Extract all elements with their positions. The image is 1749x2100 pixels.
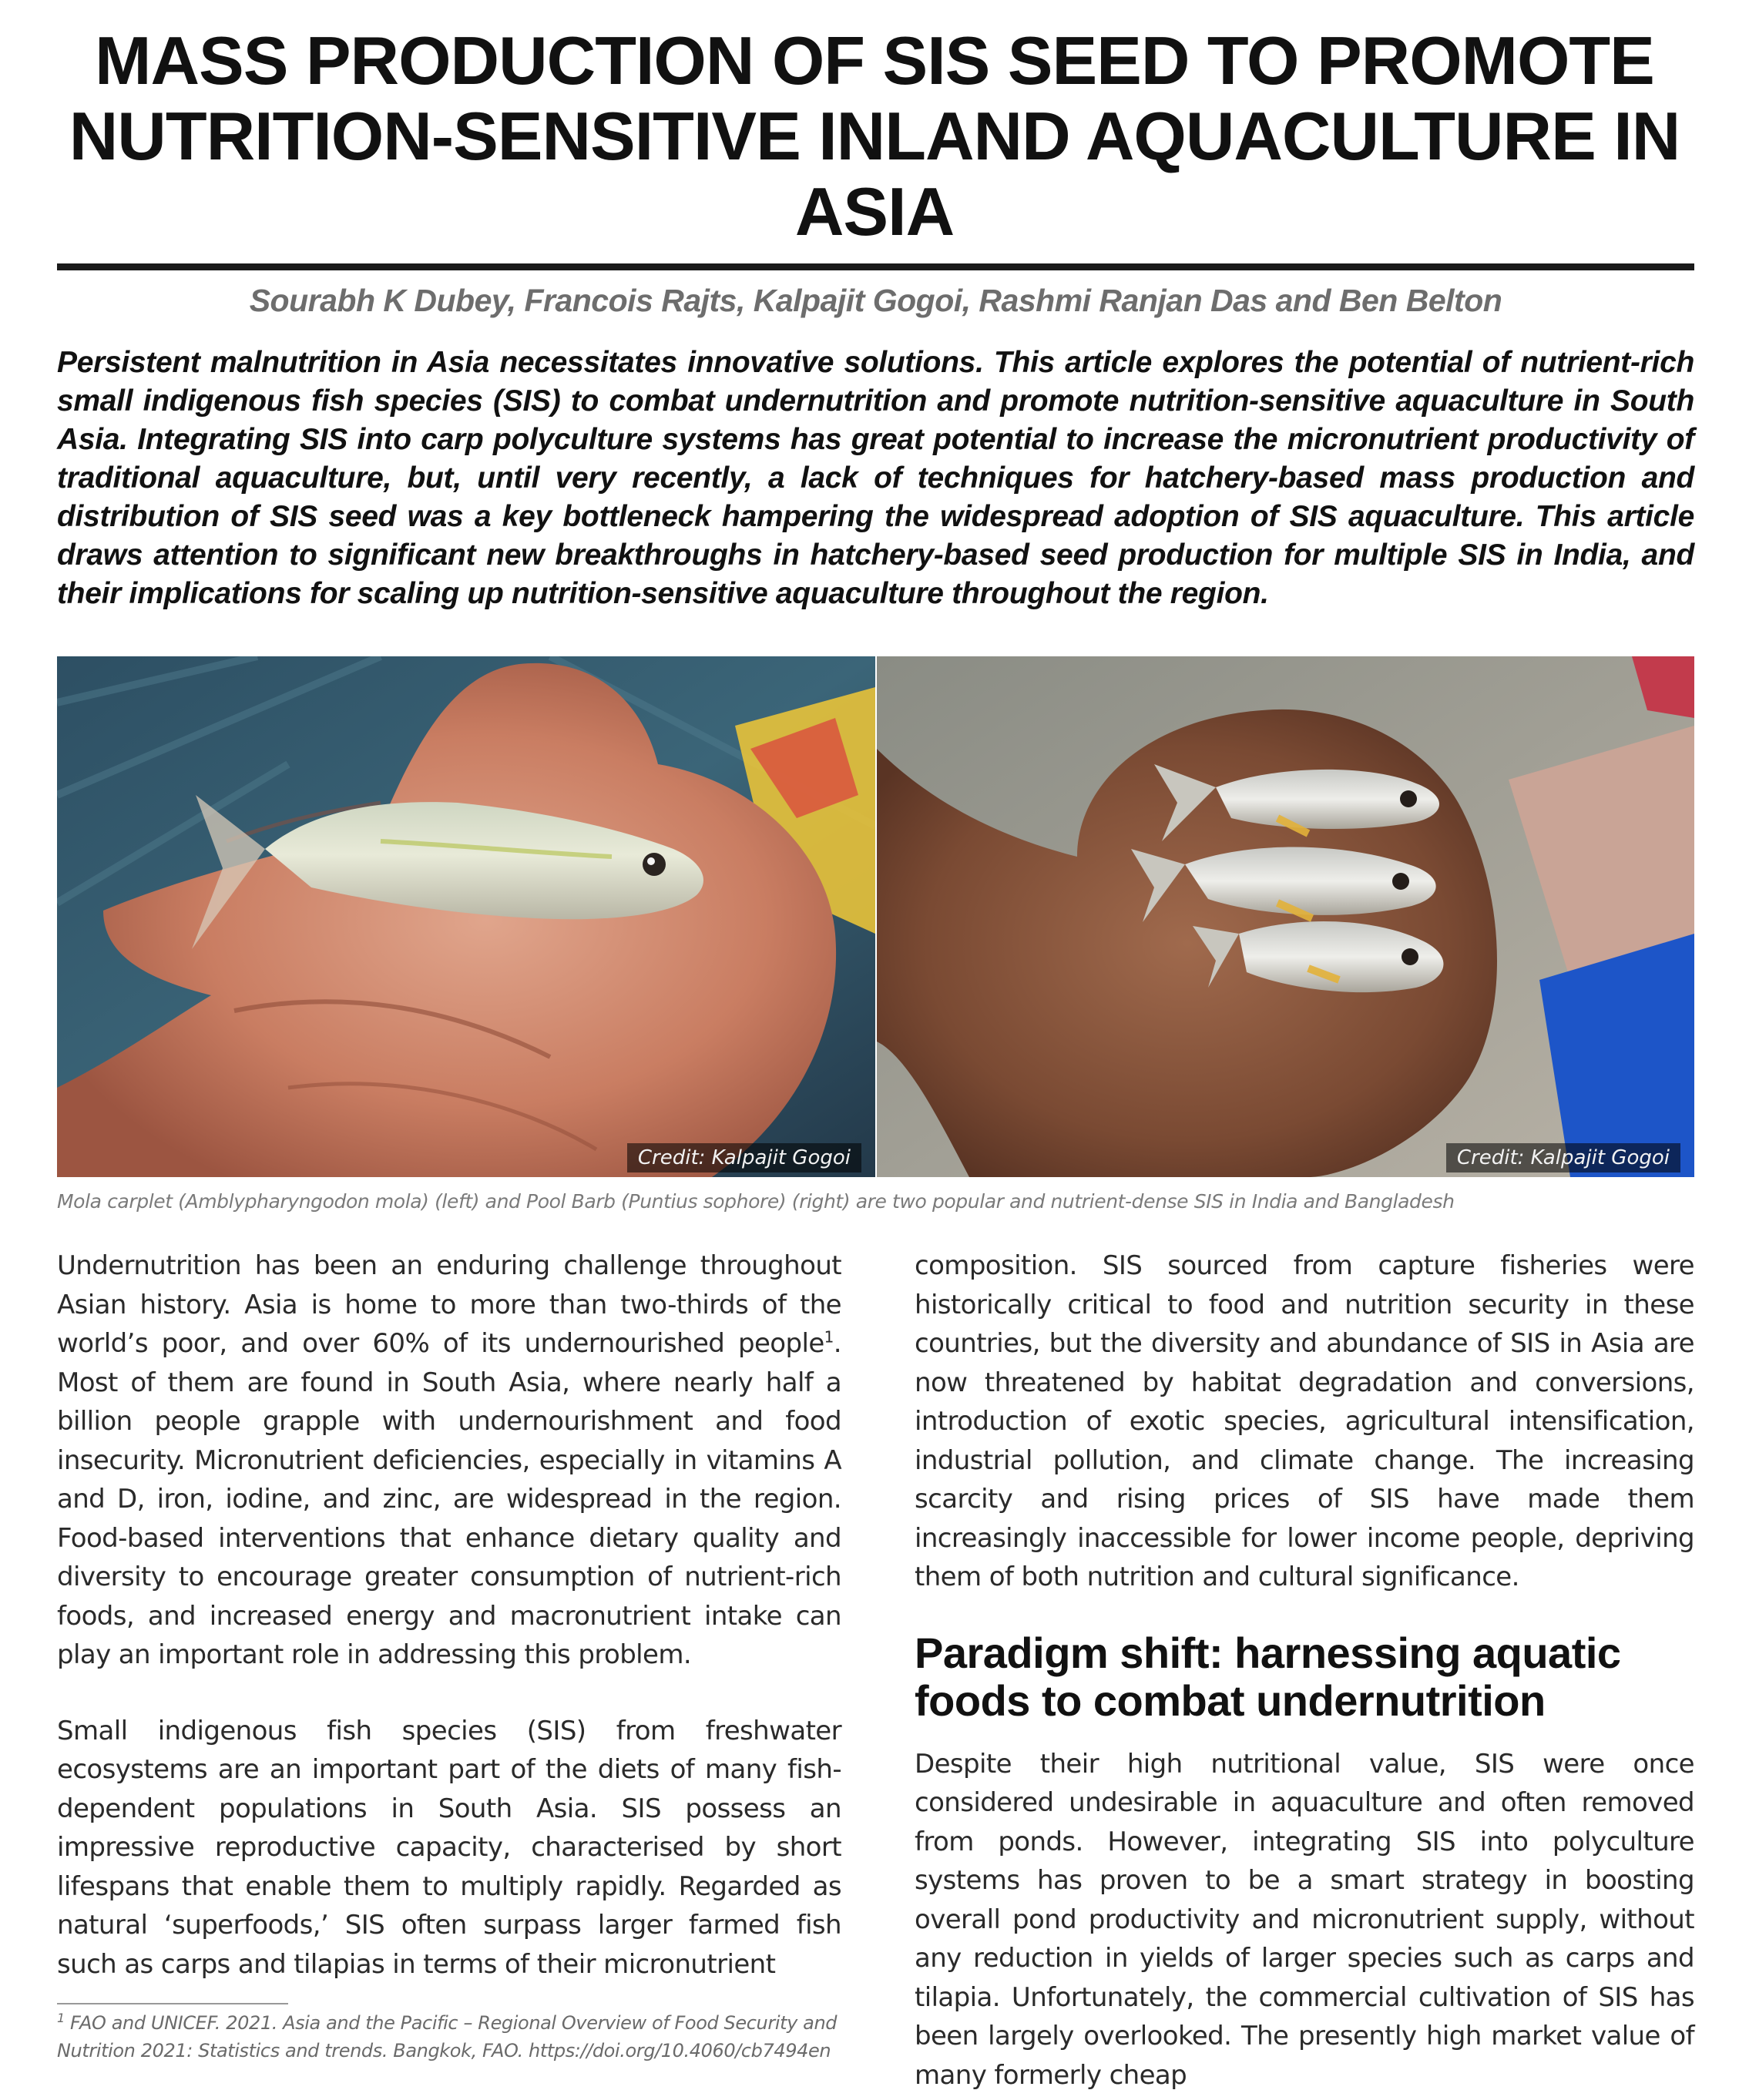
footnote: $^1$ FAO and UNICEF. 2021. Asia and the Pacific – Regional Overview of Food Security and Nutrition 2021: Statistics and trends. Bangkok, FAO. https://doi.org/10.4060/cb7494en: [57, 2011, 838, 2061]
photo-credit-right: Credit: Kalpajit Gogoi: [1446, 1143, 1680, 1172]
body-paragraph-3: composition. SIS sourced from capture fisheries were historically critical to food and nutrition security in these countries, but the diversity and abundance of SIS in Asia are now threatened by habitat degradation and conversions, introduction of exotic species, agricultural intensification, industrial pollution, and climate change. The increasing scarcity and rising prices of SIS have made them increasingly inaccessible for lower income people, depriving them of both nutrition and cultural significance.: [915, 1250, 1694, 1592]
body-paragraph-2: Small indigenous fish species (SIS) from freshwater ecosystems are an important part of the diets of many fish-dependent populations in South Asia. SIS possess an impressive reproductive capacity, characterised by short lifespans that enable them to multiply rapidly. Regarded as natural ‘superfoods,’ SIS often surpass larger farmed fish such as carps and tilapias in terms of their micronutrient: [57, 1715, 841, 1980]
title-divider: [57, 263, 1694, 270]
footnote-ref: 1: [824, 1327, 834, 1347]
body-column-left: [57, 1246, 841, 1984]
author-list: Sourabh K Dubey, Francois Rajts, Kalpajit Gogoi, Rashmi Ranjan Das and Ben Belton: [249, 283, 1502, 318]
body-column-right: [915, 1246, 1694, 2095]
photo-credit-left: Credit: Kalpajit Gogoi: [627, 1143, 861, 1172]
article-title: MASS PRODUCTION OF SIS SEED TO PROMOTE NUTRITION-SENSITIVE INLAND AQUACULTURE IN ASIA: [69, 22, 1680, 250]
figure-caption: Mola carplet (Amblypharyngodon mola) (left) and Pool Barb (Puntius sophore) (right) are two popular and nutrient-dense SIS in India and Bangladesh: [57, 1190, 1455, 1213]
abstract: Persistent malnutrition in Asia necessitates innovative solutions. This article explores the potential of nutrient-rich small indigenous fish species (SIS) to combat undernutrition and promote nutrition-sensitive aquaculture in South Asia. Integrating SIS into carp polyculture systems has great potential to increase the micronutrient productivity of traditional aquaculture, but, until very recently, a lack of techniques for hatchery-based mass production and distribution of SIS seed was a key bottleneck hampering the widespread adoption of SIS aquaculture. This article draws attention to significant new breakthroughs in hatchery-based seed production for multiple SIS in India, and their implications for scaling up nutrition-sensitive aquaculture throughout the region.: [57, 346, 1694, 610]
footnote-divider: [57, 2003, 288, 2004]
photo-mola-carplet-illustration: [57, 656, 875, 1177]
body-paragraph-4: Despite their high nutritional value, SIS were once considered undesirable in aquaculture and often removed from ponds. However, integrating SIS into polyculture systems has proven to be a smart strategy in boosting overall pond productivity and micronutrient supply, without any reduction in yields of larger species such as carps and tilapia. Unfortunately, the commercial cultivation of SIS has been largely overlooked. The presently high market value of many formerly cheap: [915, 1748, 1694, 2091]
body-paragraph-1: Undernutrition has been an enduring challenge throughout Asian history. Asia is home to more than two-thirds of the world’s poor, and over 60% of its undernourished people$^1$. Most of them are found in South Asia, where nearly half a billion people grapple with undernourishment and food insecurity. Micronutrient deficiencies, especially in vitamins A and D, iron, iodine, and zinc, are widespread in the region. Food-based interventions that enhance dietary quality and diversity to encourage greater consumption of nutrient-rich foods, and increased energy and macronutrient intake can play an important role in addressing this problem.: [57, 1250, 841, 1670]
section-heading: Paradigm shift: harnessing aquatic foods to combat undernutrition: [915, 1628, 1621, 1725]
photo-pool-barb: [877, 656, 1694, 1177]
photo-pool-barb-illustration: [877, 656, 1694, 1177]
photo-mola-carplet: [57, 656, 875, 1177]
